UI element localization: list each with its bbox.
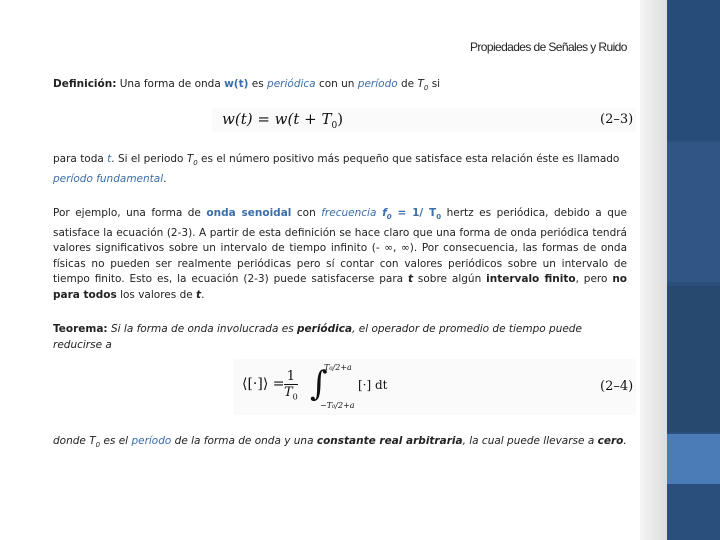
equation-2-3 [212, 108, 636, 132]
term-constante-real: constante real arbitraria [316, 435, 463, 447]
term-periodica: periódica [297, 323, 353, 335]
integral-lower-limit: −T₀/2+a [320, 401, 355, 410]
text: los valores de [116, 288, 197, 301]
donde-paragraph [53, 434, 627, 454]
symbol-t: t [107, 153, 112, 165]
text: de la forma de onda y una [171, 435, 317, 447]
symbol-T: T [89, 435, 96, 447]
subscript: 0 [386, 213, 392, 222]
equation-expression [222, 110, 343, 131]
text: es el [100, 435, 132, 447]
text: para toda [53, 153, 108, 165]
w-of-t: w(t) [224, 78, 249, 90]
subscript: 0 [436, 213, 442, 222]
fraction-denominator: T [284, 385, 293, 400]
term-periodica: periódica [267, 78, 316, 90]
text: es [248, 78, 268, 90]
text: con un [315, 78, 358, 90]
term-periodo-fundamental: período fundamental [53, 172, 164, 185]
equation-number: (2–3) [600, 112, 634, 127]
eq-lhs: ⟨[·]⟩ = [242, 376, 285, 392]
fraction-numerator: 1 [284, 369, 298, 385]
symbol-T: T [186, 153, 194, 165]
text: , pero [575, 273, 613, 286]
text: es el número positivo más pequeño que satisface esta relación éste es llamado [197, 153, 620, 165]
band-segment [667, 286, 720, 432]
term-onda-senoidal: onda senoidal [206, 207, 292, 219]
term-periodo: período [357, 78, 398, 90]
definition-label: Definición: [53, 78, 117, 90]
fraction [284, 369, 298, 402]
eq-rhs: ) [337, 110, 344, 128]
symbol-f: f [376, 207, 387, 219]
eq-lhs: w(t) = w(t + T [222, 110, 332, 128]
text: . [163, 172, 167, 185]
decorative-blue-band [667, 0, 720, 540]
equation-number: (2–4) [600, 379, 634, 394]
text: si [428, 78, 441, 90]
text: Por ejemplo, una forma de [53, 207, 207, 219]
text: hertz es periódica, debido a que satisface la ecuación (2-3). A partir de esta definición se hace claro que una forma de onda periódica tendrá valores significativos sobre un intervalo de tiempo infinito (- ∞, ∞). Por consecuencia, las formas de onda físicas no pueden ser realmente periódicas pero sí contar con valores periódicos sobre un intervalo de tiempo finito. Esto es, la ecuación (2-3) puede satisfacerse para [53, 207, 627, 286]
text: Si la forma de onda involucrada es [107, 323, 298, 335]
term-intervalo-finito: intervalo finito [486, 273, 576, 286]
text: . [201, 288, 205, 301]
text: , el operador de promedio de tiempo puede reducirse a [53, 323, 582, 351]
band-segment [667, 142, 720, 282]
subscript: 0 [331, 121, 338, 131]
integral-sign: ∫ [310, 364, 328, 404]
equation-2-4 [234, 359, 636, 415]
text: sobre algún [413, 273, 487, 286]
text: . Si el periodo [111, 153, 187, 165]
ejemplo-paragraph [53, 206, 627, 303]
symbol-T: T [417, 78, 424, 90]
text: , la cual puede llevarse a [462, 435, 598, 447]
integrand: [·] dt [358, 378, 388, 392]
text: Una forma de onda [116, 78, 225, 90]
subscript: 0 [95, 441, 101, 450]
teorema-label: Teorema: [53, 323, 108, 335]
text: donde [53, 435, 90, 447]
teorema-paragraph [53, 322, 627, 353]
band-segment [667, 0, 720, 140]
text: de [397, 78, 418, 90]
para-toda-paragraph [53, 152, 627, 187]
symbol-t: t [196, 288, 202, 301]
band-segment-highlight [667, 434, 720, 484]
subscript: 0 [292, 392, 298, 402]
subscript: 0 [193, 159, 198, 168]
band-segment [667, 486, 720, 540]
symbol-t: t [408, 273, 414, 286]
subscript: 0 [423, 84, 429, 93]
decorative-gray-band [640, 0, 667, 540]
term-no-para-todos: no para todos [53, 273, 628, 301]
definition-paragraph [53, 77, 627, 97]
text: con [291, 207, 322, 219]
text: . [623, 435, 627, 447]
term-frecuencia: frecuencia [321, 207, 377, 219]
equation-inline: = 1/ T [391, 207, 437, 219]
integral-upper-limit: T₀/2+a [324, 363, 352, 372]
term-cero: cero [597, 435, 624, 447]
slide-title: Propiedades de Señales y Ruido [470, 40, 627, 54]
term-periodo: período [131, 435, 172, 447]
